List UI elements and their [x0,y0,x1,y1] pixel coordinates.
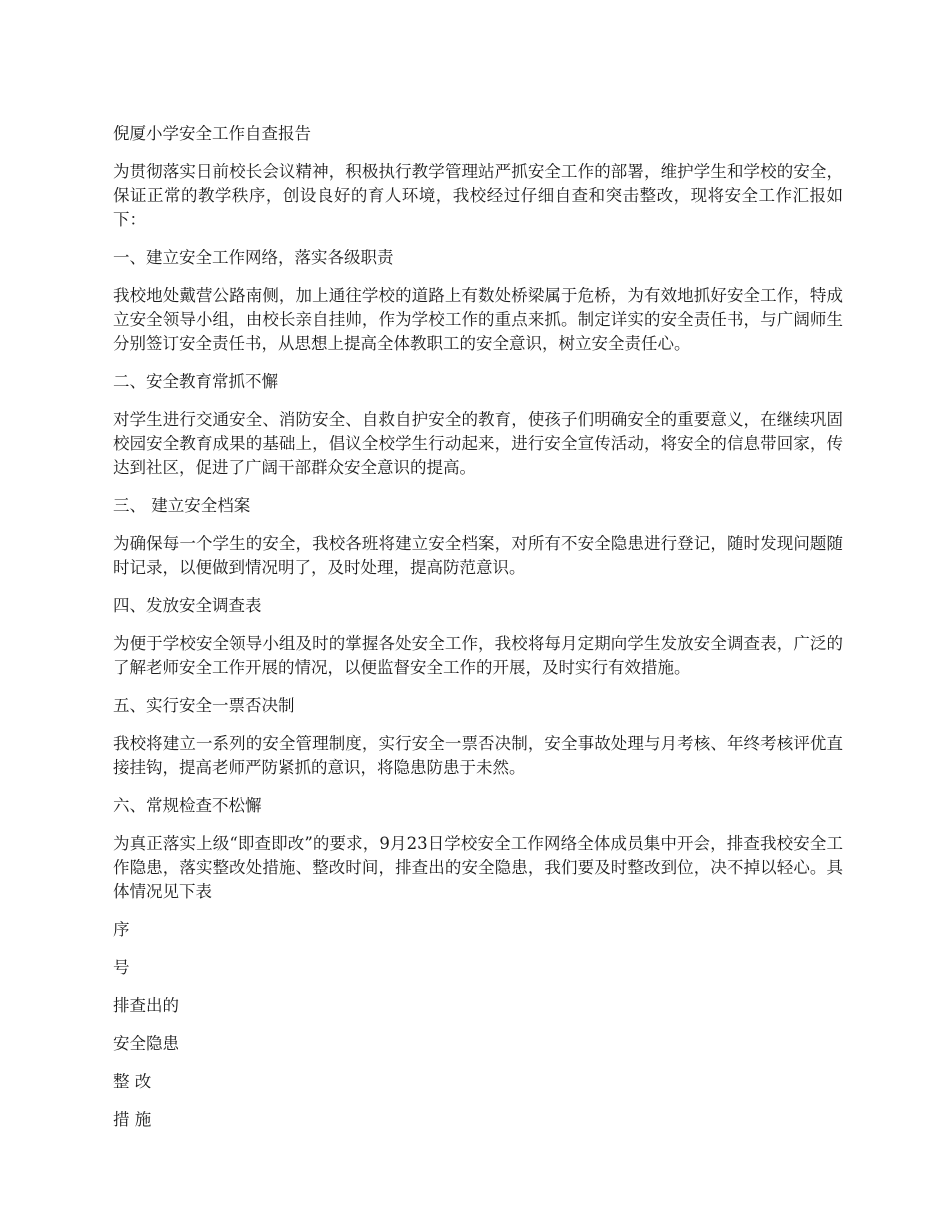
intro-paragraph: 为贯彻落实日前校长会议精神，积极执行教学管理站严抓安全工作的部署，维护学生和学校的安全，保证正常的教学秩序，创设良好的育人环境，我校经过仔细自查和突击整改，现将安全工作汇报如下： [113,162,843,229]
section-heading-3: 三、 建立安全档案 [113,496,251,515]
section-body-3: 为确保每一个学生的安全，我校各班将建立安全档案，对所有不安全隐患进行登记，随时发现问题随时记录，以便做到情况明了，及时处理，提高防范意识。 [113,534,843,577]
section-body-4: 为便于学校安全领导小组及时的掌握各处安全工作，我校将每月定期向学生发放安全调查表，广泛的了解老师安全工作开展的情况，以便监督安全工作的开展，及时实行有效措施。 [113,634,843,677]
section-heading-5: 五、实行安全一票否决制 [113,696,295,715]
table-cell-text: 序 [113,920,130,939]
section-body-2: 对学生进行交通安全、消防安全、自救自护安全的教育，使孩子们明确安全的重要意义，在继续巩固校园安全教育成果的基础上，倡议全校学生行动起来，进行安全宣传活动，将安全的信息带回家，传达到社区，促进了广阔干部群众安全意识的提高。 [113,410,843,477]
table-cell-text: 号 [113,958,130,977]
section-body-1: 我校地处戴营公路南侧，加上通往学校的道路上有数处桥梁属于危桥，为有效地抓好安全工作，特成立安全领导小组，由校长亲自挂帅，作为学校工作的重点来抓。制定详实的安全责任书，与广阔师生分别签订安全责任书，从思想上提高全体教职工的安全意识，树立安全责任心。 [113,286,843,353]
table-cell-text: 整 改 [113,1072,152,1091]
table-cell-text: 措 施 [113,1110,152,1129]
document-title: 倪厦小学安全工作自查报告 [113,124,311,143]
section-heading-4: 四、发放安全调查表 [113,596,262,615]
section-heading-6: 六、常规检查不松懈 [113,796,262,815]
section-body-5: 我校将建立一系列的安全管理制度，实行安全一票否决制，安全事故处理与月考核、年终考核评优直接挂钩，提高老师严防紧抓的意识，将隐患防患于未然。 [113,734,843,777]
section-body-6: 为真正落实上级“即查即改”的要求，9月23日学校安全工作网络全体成员集中开会，排查我校安全工作隐患，落实整改处措施、整改时间，排查出的安全隐患，我们要及时整改到位，决不掉以轻心。具体情况见下表 [113,834,843,901]
table-cell-text: 排查出的 [113,996,179,1015]
table-cell-text: 安全隐患 [113,1034,179,1053]
section-heading-1: 一、建立安全工作网络，落实各级职责 [113,248,394,267]
document-body [113,122,843,1146]
section-heading-2: 二、安全教育常抓不懈 [113,372,278,391]
